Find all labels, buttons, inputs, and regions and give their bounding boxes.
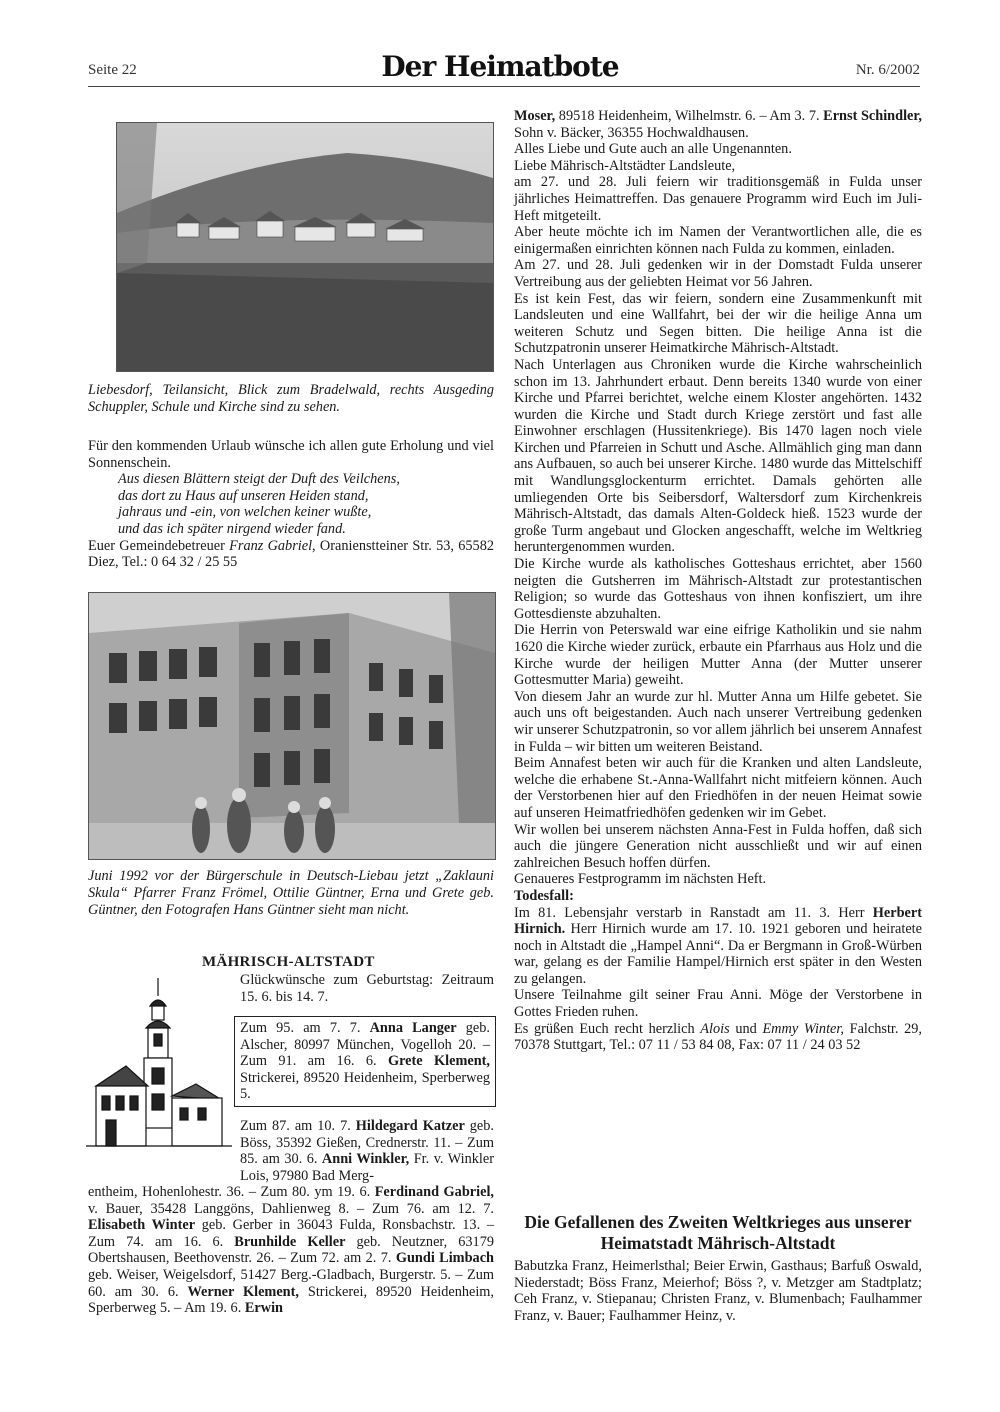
greeting-text: Für den kommenden Urlaub wünsche ich allen gute Erholung und viel Sonnenschein.: [88, 438, 494, 471]
birthday-list-b: entheim, Hohenlohestr. 36. – Zum 80. ym 19. 6. Ferdinand Gabriel, v. Bauer, 35428 Langgöns, Dahlienweg 8. – Zum 76. am 12. 7. Elisabeth Winter geb. Gerber in 36043 Fulda, Ronsbachstr. 13. – Zum 74. am 16. 6. Brunhilde Keller geb. Neutzner, 63179 Obertshausen, Beethovenstr. 26. – Zum 72. am 2. 7. Gundi Limbach geb. Weiser, Weigelsdorf, 51427 Berg.-Gladbach, Burgerstr. 5. – Zum 60. am 30. 6. Werner Klement, Strickerei, 89520 Heidenheim, Sperberweg 5. – Am 19. 6. Erwin: [88, 1184, 495, 1317]
village-photo-caption: Liebesdorf, Teilansicht, Blick zum Bradelwald, rechts Ausgeding Schuppler, Schule und Kirche sind zu sehen.: [88, 382, 494, 415]
poem: [88, 471, 494, 537]
todesfall-heading: Todesfall:: [514, 887, 574, 904]
fallen-list: Babutzka Franz, Heimerlsthal; Beier Erwin, Gasthaus; Barfuß Oswald, Niederstadt; Böss Franz, Meierhof; Böss ?, v. Metzger am Stadtplatz; Ceh Franz, v. Stiepanau; Christen Franz, v. Blumenbach; Faulhammer Franz, v. Bauer; Faulhammer Heinz, v.: [514, 1258, 922, 1324]
poem-line: und das ich später nirgend wieder fand.: [118, 520, 346, 537]
paragraph: Aber heute möchte ich im Namen der Verantwortlichen alle, die es einigermaßen einrichten können nach Fulda zu kommen, einladen.: [514, 224, 922, 257]
school-photo-caption: Juni 1992 vor der Bürgerschule in Deutsch-Liebau jetzt „Zaklauni Skula“ Pfarrer Franz Frömel, Ottilie Güntner, Erna und Grete geb. Güntner, den Fotografen Hans Güntner sieht man nicht.: [88, 868, 494, 918]
paragraph: Liebe Mährisch-Altstädter Landsleute,: [514, 157, 736, 174]
paragraph: Es ist kein Fest, das wir feiern, sondern eine Zusammenkunft mit Landsleuten und eine Wallfahrt, bei der wir die heilige Anna um weiteren Schutz und Segen bitten. Die heilige Anna ist die Schutzpatronin unserer Heimatkirche Mährisch-Altstadt.: [514, 290, 922, 357]
birthday-continuation: Moser, 89518 Heidenheim, Wilhelmstr. 6. – Am 3. 7. Ernst Schindler, Sohn v. Bäcker, 36355 Hochwaldhausen.: [514, 108, 922, 141]
birthday-box: Zum 95. am 7. 7. Anna Langer geb. Alscher, 80997 München, Vogelloh 20. – Zum 91. am 16. 6. Grete Klement, Strickerei, 89520 Heidenheim, Sperberweg 5.: [234, 1016, 496, 1107]
paragraph: am 27. und 28. Juli feiern wir traditionsgemäß in Fulda unser jährliches Heimattreffen. Das genauere Programm wird Euch im Juli-Heft mitgeteilt.: [514, 174, 922, 224]
paragraph: Nach Unterlagen aus Chroniken wurde die Kirche wahrscheinlich schon im 13. Jahrhundert erbaut. Denn bereits 1340 wurde von einer Kirche und Pfarrei berichtet, welche einem Kloster angehörten. 1432 wurden die Kirche und Stadt durch Kriege zerstört und fast alle Einwohner erschlagen (Hussitenkriege). Bis 1470 lagen noch viele Kirchen und Pfarreien in Schutt und Asche. Allmählich ging man dann ans Aufbauen, so auch bei unserer Kirche. 1480 wurde das Mittelschiff mit Wandlungsglockenturm errichtet. Damals gehörten alle umliegenden Orte bis Seibersdorf, Waltersdorf zum Kirchenkreis Mährisch-Altstadt, das damals Alten-Goldeck hieß. 1523 wurde der große Turm angebaut und Glocken angeschafft, welche im Weltkrieg heruntergenommen wurden.: [514, 356, 922, 556]
page-number: Seite 22: [88, 62, 137, 78]
village-photo: [116, 122, 494, 372]
right-column: [514, 108, 922, 1054]
sympathy-text: Unsere Teilnahme gilt seiner Frau Anni. Möge der Verstorbene in Gottes Frieden ruhen.: [514, 987, 922, 1021]
school-photo: [88, 592, 496, 860]
poem-line: Aus diesen Blättern steigt der Duft des Veilchens,: [118, 471, 400, 488]
paragraph: Die Kirche wurde als katholisches Gotteshaus errichtet, aber 1560 neigten die Gutsherren im Mährisch-Altstadt zur protestantischen Religion; so wurde das Gotteshaus von ihnen konfisziert, um ihre Gottesdienste abzuhalten.: [514, 556, 922, 622]
left-intro: [88, 438, 494, 571]
signoff: Euer Gemeindebetreuer Franz Gabriel, Oranienstteiner Str. 53, 65582 Diez, Tel.: 0 64 32 / 25 55: [88, 537, 494, 571]
paragraph: Beim Annafest beten wir auch für die Kranken und alten Landsleute, welche die erhabene St.-Anna-Wallfahrt nicht mitfeiern können. Auch der Verstorbenen hier auf den Friedhöfen in der neuen Heimat sowie auf unseren Heimatfriedhöfen gedenken wir im Gebet.: [514, 755, 922, 821]
greetings-text: Es grüßen Euch recht herzlich Alois und Emmy Winter, Falchstr. 29, 70378 Stuttgart, Tel.: 07 11 / 53 84 08, Fax: 07 11 / 24 03 52: [514, 1020, 923, 1054]
section-title: MÄHRISCH-ALTSTADT: [202, 954, 375, 970]
header-rule: [88, 86, 920, 87]
masthead-title: Der Heimatbote: [381, 50, 619, 83]
todesfall-text: Im 81. Lebensjahr verstarb in Ranstadt am 11. 3. Herr Herbert Hirnich. Herr Hirnich wurde am 17. 10. 1921 geboren und heiratete noch in Altstadt die „Hampel Anni“. Da er Bergmann in Groß-Würben war, gelang es der Familie Hampel/Hirnich erst später in den Westen zu gelangen.: [514, 904, 922, 987]
church-illustration: [86, 976, 232, 1156]
paragraph: Von diesem Jahr an wurde zur hl. Mutter Anna um Hilfe gebetet. Sie auch uns oft beigestanden. Auch nach unserer Vertreibung gedenken wir unserer Schutzpatronin, so vor allem jährlich bei unserem Annafest in Fulda – wir bitten um weiteren Beistand.: [514, 688, 922, 755]
paragraph: Am 27. und 28. Juli gedenken wir in der Domstadt Fulda unserer Vertreibung aus der geliebten Heimat vor 56 Jahren.: [514, 257, 922, 290]
birthday-list-a: Zum 87. am 10. 7. Hildegard Katzer geb. Böss, 35392 Gießen, Crednerstr. 11. – Zum 85. am 30. 6. Anni Winkler, Fr. v. Winkler Lois, 97980 Bad Merg-: [240, 1118, 494, 1184]
poem-line: das dort zu Haus auf unseren Heiden stand,: [118, 487, 369, 504]
paragraph: Genaueres Festprogramm im nächsten Heft.: [514, 871, 767, 888]
paragraph: Alles Liebe und Gute auch an alle Ungenannten.: [514, 141, 792, 158]
poem-line: jahraus und -ein, von welchen keiner wußte,: [118, 504, 372, 521]
birthday-intro: Glückwünsche zum Geburtstag: Zeitraum 15. 6. bis 14. 7.: [240, 972, 494, 1005]
paragraph: Die Herrin von Peterswald war eine eifrige Katholikin und sie nahm 1620 die Kirche wieder zurück, erbaute ein Pfarrhaus aus Holz und die Kirche wurde der heiligen Mutter Anna (der Mutter unserer Gottesmutter Maria) geweiht.: [514, 622, 922, 689]
fallen-heading: Die Gefallenen des Zweiten Weltkrieges aus unserer Heimatstadt Mährisch-Altstadt: [524, 1212, 912, 1253]
paragraph: Wir wollen bei unserem nächsten Anna-Fest in Fulda hoffen, daß sich auch die jüngere Generation nicht ausschließt und wir auf einen zahlreichen Besuch hoffen dürfen.: [514, 821, 922, 871]
issue-number: Nr. 6/2002: [855, 62, 920, 78]
